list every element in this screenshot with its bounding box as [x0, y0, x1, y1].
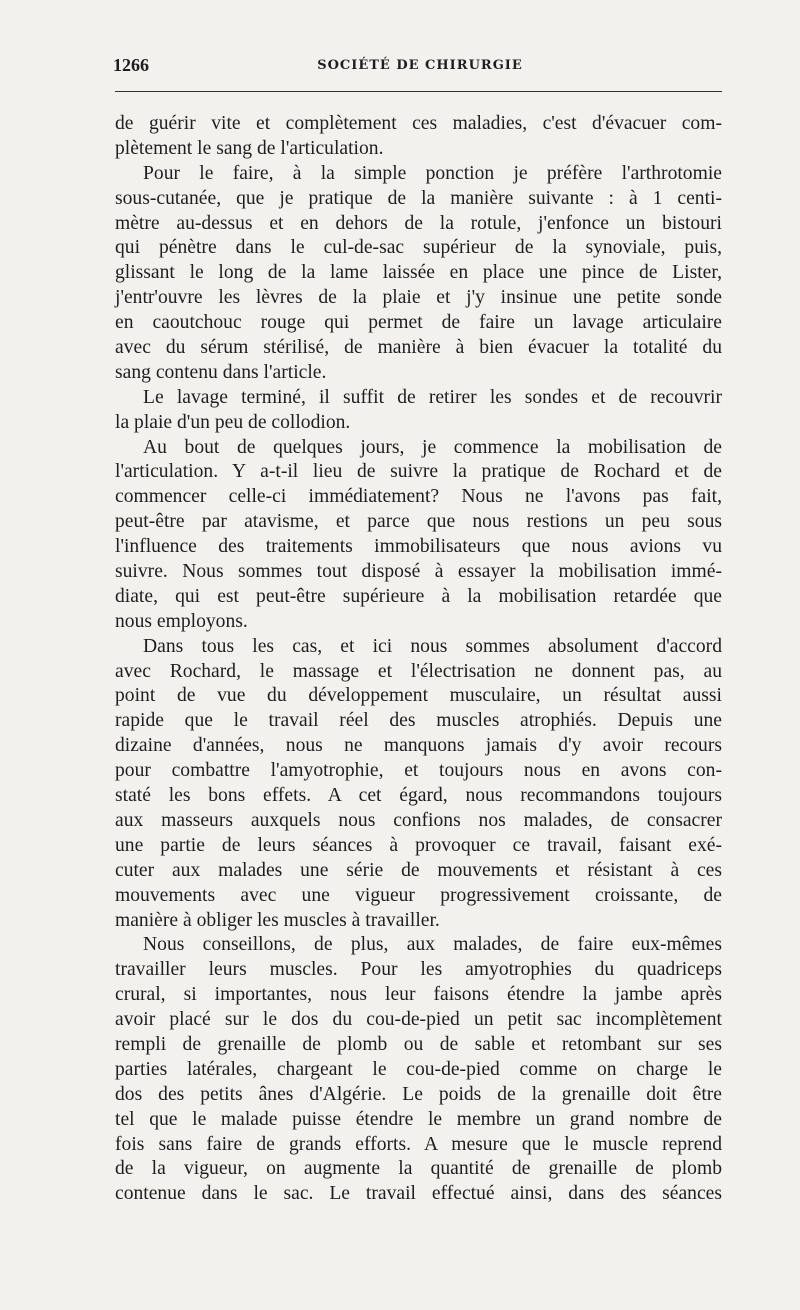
text-line: j'entr'ouvre les lèvres de la plaie et j'y insinue une petite sonde [115, 287, 722, 309]
text-line: qui pénètre dans le cul-de-sac supérieur de la synoviale, puis, [115, 237, 722, 259]
text-line: avoir placé sur le dos du cou-de-pied un petit sac incomplètement [115, 1009, 722, 1031]
text-line: la plaie d'un peu de collodion. [115, 411, 351, 433]
text-line: en caoutchouc rouge qui permet de faire un lavage articulaire [115, 312, 722, 334]
text-line: glissant le long de la lame laissée en place une pince de Lister, [115, 262, 722, 284]
text-line: cuter aux malades une série de mouvements et résistant à ces [115, 859, 722, 881]
text-line: Au bout de quelques jours, je commence la mobilisation de [143, 436, 722, 458]
text-line: crural, si importantes, nous leur faisons étendre la jambe après [115, 984, 722, 1006]
header-rule [115, 91, 722, 92]
body-text [115, 112, 722, 1207]
text-line: suivre. Nous sommes tout disposé à essayer la mobilisation immé- [115, 561, 722, 583]
text-line: point de vue du développement musculaire, un résultat aussi [115, 685, 722, 707]
text-line: dizaine d'années, nous ne manquons jamais d'y avoir recours [115, 735, 722, 757]
text-line: staté les bons effets. A cet égard, nous recommandons toujours [115, 785, 722, 807]
text-line: une partie de leurs séances à provoquer ce travail, faisant exé- [115, 834, 722, 856]
text-line: contenue dans le sac. Le travail effectué ainsi, dans des séances [115, 1183, 722, 1205]
text-line: sous-cutanée, que je pratique de la manière suivante : à 1 centi- [115, 187, 722, 209]
text-line: de la vigueur, on augmente la quantité de grenaille de plomb [115, 1158, 722, 1180]
text-line: l'influence des traitements immobilisateurs que nous avions vu [115, 536, 722, 558]
text-line: avec Rochard, le massage et l'électrisation ne donnent pas, au [115, 660, 722, 682]
text-line: rempli de grenaille de plomb ou de sable et retombant sur ses [115, 1033, 722, 1055]
text-line: tel que le malade puisse étendre le membre un grand nombre de [115, 1108, 722, 1130]
text-line: Dans tous les cas, et ici nous sommes absolument d'accord [143, 635, 722, 657]
text-line: avec du sérum stérilisé, de manière à bien évacuer la totalité du [115, 337, 722, 359]
text-line: nous employons. [115, 610, 248, 632]
text-line: sang contenu dans l'article. [115, 361, 327, 383]
running-title: SOCIÉTÉ DE CHIRURGIE [317, 58, 523, 73]
page-number: 1266 [113, 55, 149, 75]
text-line: travailler leurs muscles. Pour les amyotrophies du quadriceps [115, 959, 722, 981]
text-line: dos des petits ânes d'Algérie. Le poids de la grenaille doit être [115, 1083, 722, 1105]
text-line: Nous conseillons, de plus, aux malades, de faire eux-mêmes [143, 934, 722, 956]
text-line: aux masseurs auxquels nous confions nos malades, de consacrer [115, 809, 722, 831]
text-line: manière à obliger les muscles à travailler. [115, 909, 440, 931]
text-line: Le lavage terminé, il suffit de retirer les sondes et de recouvrir [143, 386, 722, 408]
text-line: peut-être par atavisme, et parce que nous restions un peu sous [115, 511, 722, 533]
text-line: fois sans faire de grands efforts. A mesure que le muscle reprend [115, 1133, 722, 1155]
text-line: plètement le sang de l'articulation. [115, 137, 384, 159]
text-line: mouvements avec une vigueur progressivement croissante, de [115, 884, 722, 906]
text-line: pour combattre l'amyotrophie, et toujours nous en avons con- [115, 760, 722, 782]
text-line: commencer celle-ci immédiatement? Nous ne l'avons pas fait, [115, 486, 722, 508]
text-line: parties latérales, chargeant le cou-de-pied comme on charge le [115, 1058, 722, 1080]
text-line: mètre au-dessus et en dehors de la rotule, j'enfonce un bistouri [115, 212, 722, 234]
text-line: rapide que le travail réel des muscles atrophiés. Depuis une [115, 710, 722, 732]
text-line: de guérir vite et complètement ces maladies, c'est d'évacuer com- [115, 113, 722, 134]
text-line: Pour le faire, à la simple ponction je préfère l'arthrotomie [143, 162, 722, 184]
text-line: diate, qui est peut-être supérieure à la mobilisation retardée que [115, 585, 722, 607]
text-line: l'articulation. Y a-t-il lieu de suivre la pratique de Rochard et de [115, 461, 722, 483]
